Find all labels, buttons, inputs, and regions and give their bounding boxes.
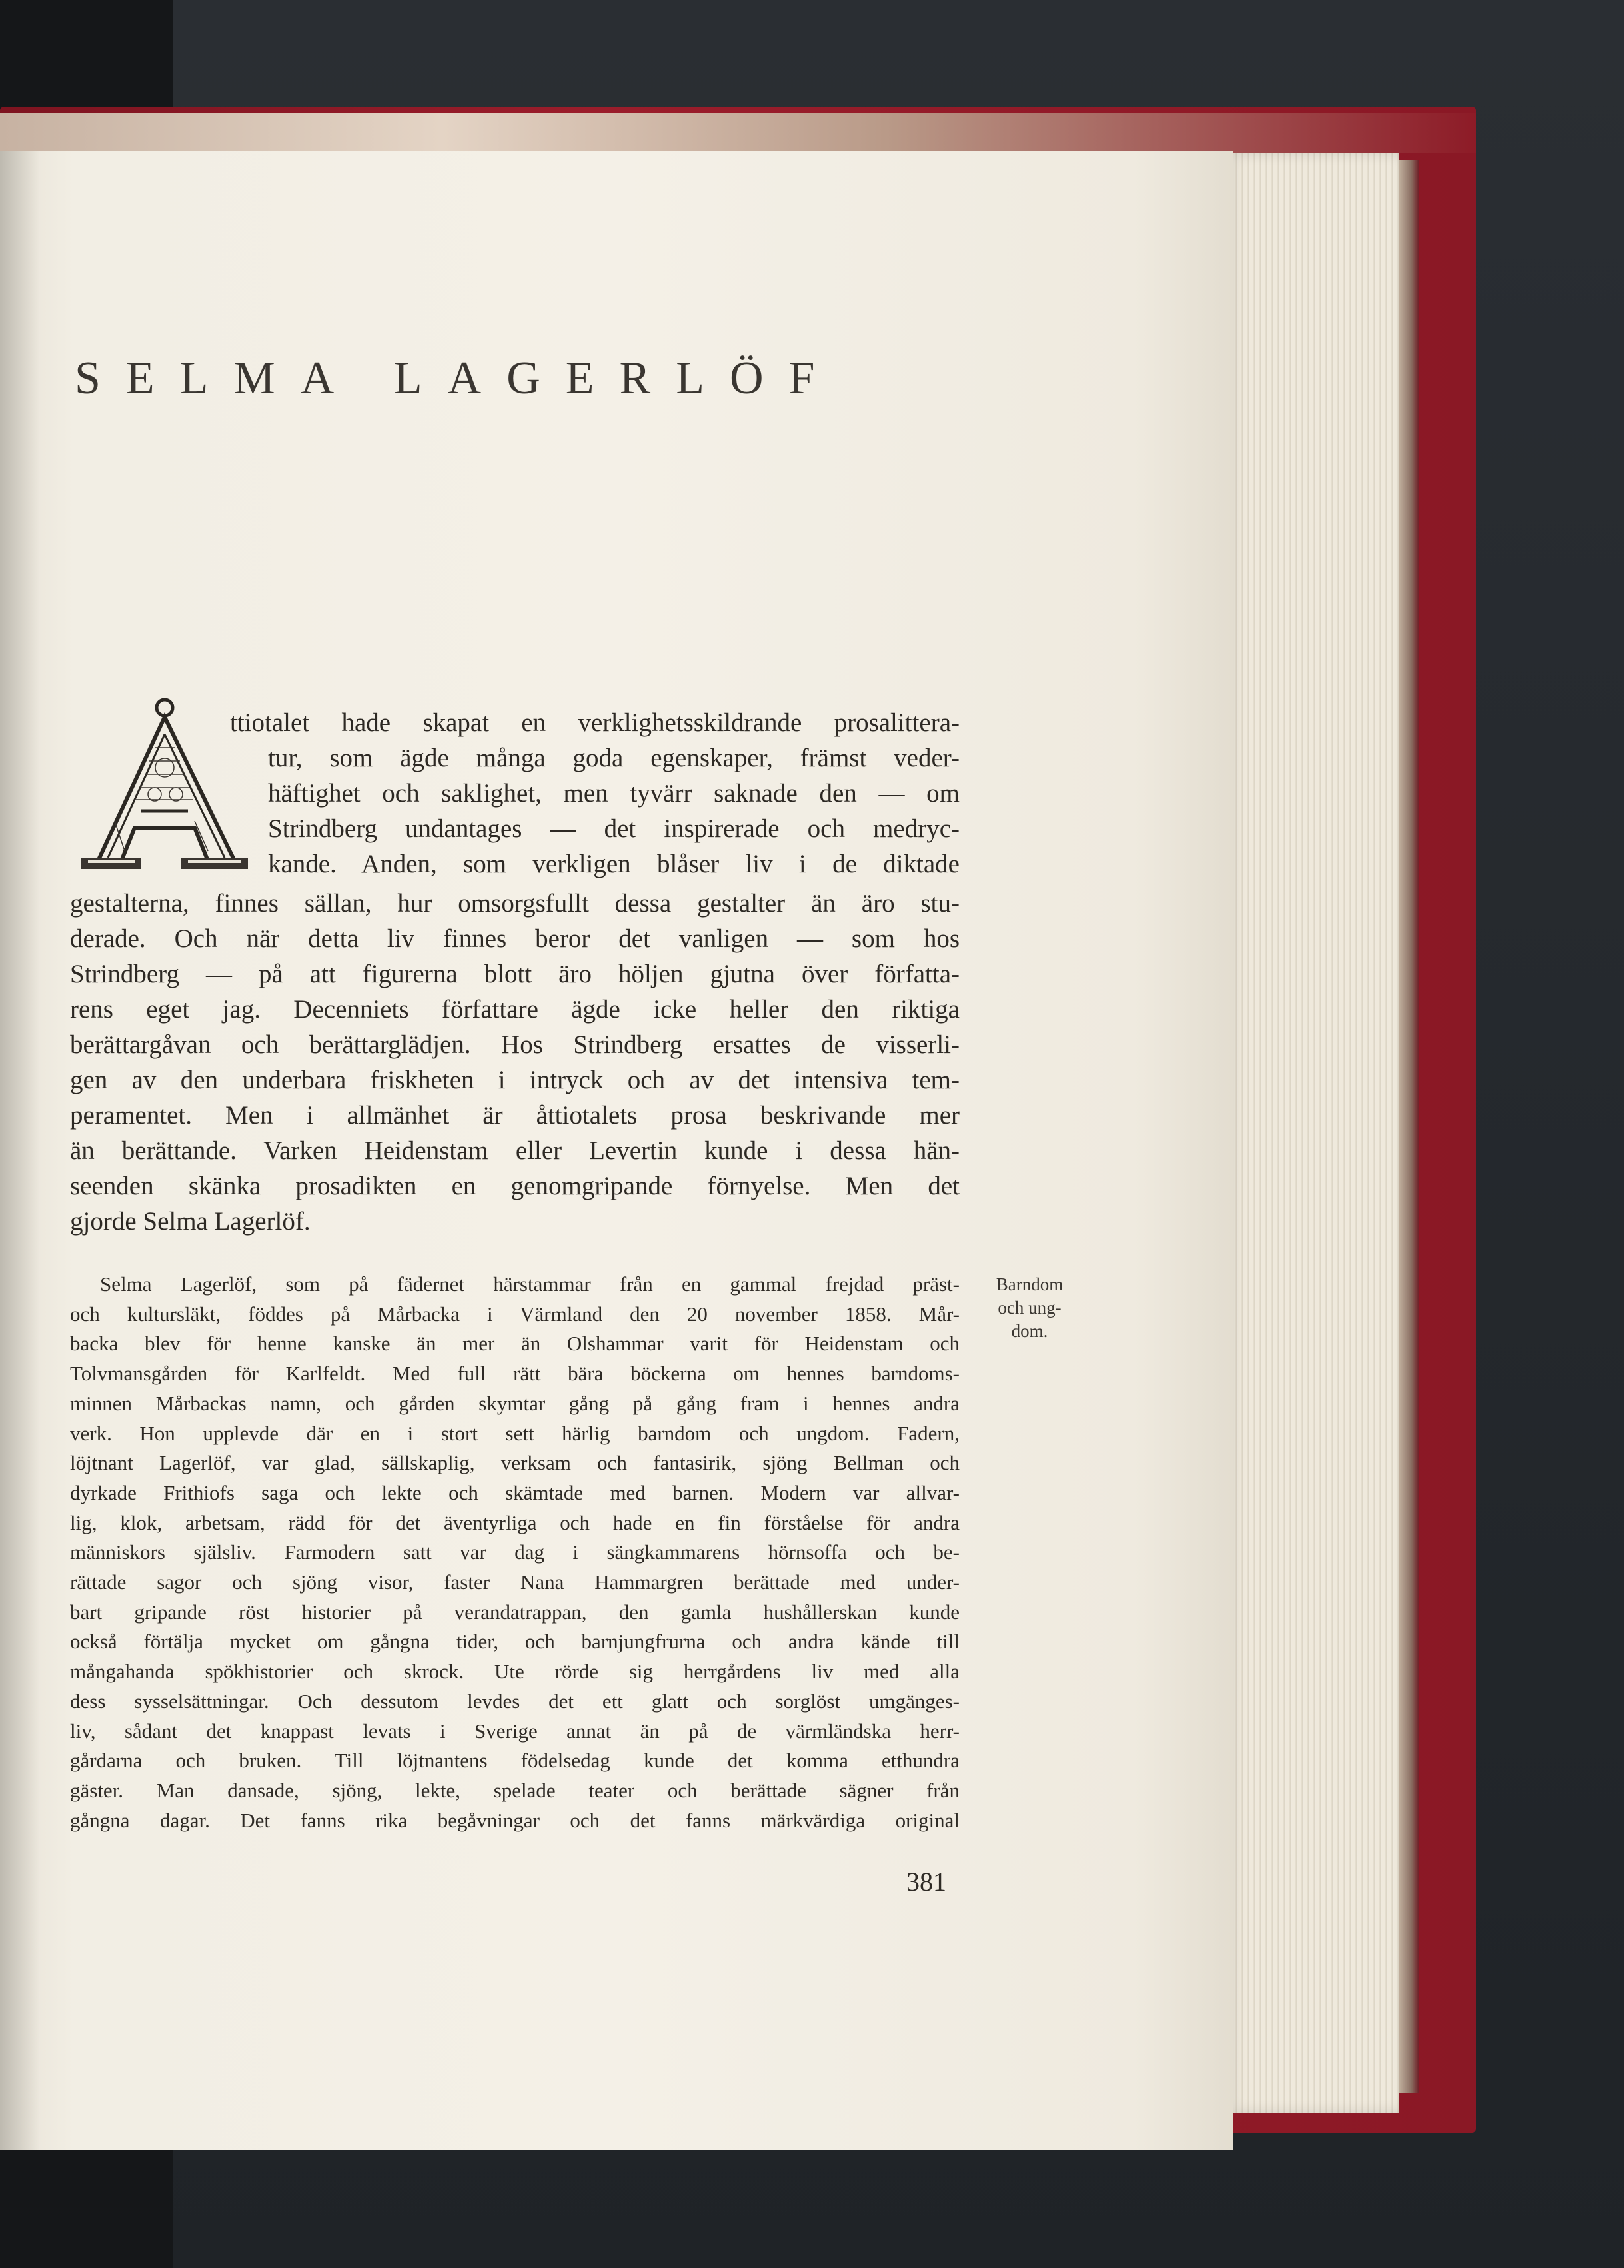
text-line: gångna dagar. Det fanns rika begåvningar och det fanns märkvärdiga original xyxy=(70,1808,960,1832)
text-line: också förtälja mycket om gångna tider, och barnjungfrurna och andra kände till xyxy=(70,1630,960,1654)
book-top-edge xyxy=(0,113,1476,153)
text-line: tur, som ägde många goda egenskaper, främst veder- xyxy=(268,744,960,772)
binding-fore-edge xyxy=(1399,160,1419,2093)
text-line: dyrkade Frithiofs saga och lekte och skämtade med barnen. Modern var allvar- xyxy=(70,1480,960,1504)
text-line: verk. Hon upplevde där en i stort sett härlig barndom och ungdom. Fadern, xyxy=(70,1421,960,1445)
text-line: gårdarna och bruken. Till löjtnantens födelsedag kunde det komma etthundra xyxy=(70,1749,960,1773)
text-line: peramentet. Men i allmänhet är åttiotalets prosa beskrivande mer xyxy=(70,1101,960,1130)
text-line: gjorde Selma Lagerlöf. xyxy=(70,1207,311,1236)
text-line: lig, klok, arbetsam, rädd för det äventyrliga och hade en fin förståelse för andra xyxy=(70,1510,960,1534)
text-line: löjtnant Lagerlöf, var glad, sällskaplig, verksam och fantasirik, sjöng Bellman och xyxy=(70,1451,960,1475)
text-line: dess sysselsättningar. Och dessutom levdes det ett glatt och sorglöst umgänges- xyxy=(70,1689,960,1713)
text-line: mångahanda spökhistorier och skrock. Ute rörde sig herrgårdens liv med alla xyxy=(70,1660,960,1684)
margin-note-line: och ung- xyxy=(998,1298,1062,1318)
text-line: ttiotalet hade skapat en verklighetsskildrande prosalittera- xyxy=(230,708,960,737)
text-line: berättargåvan och berättarglädjen. Hos Strindberg ersattes de visserli- xyxy=(70,1030,960,1059)
text-line: bart gripande röst historier på verandatrappan, den gamla hushållerskan kunde xyxy=(70,1600,960,1624)
text-line: Selma Lagerlöf, som på fädernet härstammar från en gammal frejdad präst- xyxy=(100,1272,960,1296)
text-line: seenden skänka prosadikten en genomgripande förnyelse. Men det xyxy=(70,1172,960,1200)
text-line: kande. Anden, som verkligen blåser liv i de diktade xyxy=(268,850,960,878)
text-line: Strindberg — på att figurerna blott äro höljen gjutna över författa- xyxy=(70,960,960,988)
text-line: rättade sagor och sjöng visor, faster Nana Hammargren berättade med under- xyxy=(70,1570,960,1594)
text-line: liv, sådant det knappast levats i Sverige annat än på de värmländska herr- xyxy=(70,1719,960,1743)
text-line: människors själsliv. Farmodern satt var dag i sängkammarens hörnsoffa och be- xyxy=(70,1540,960,1564)
chapter-title: SELMA LAGERLÖF xyxy=(75,353,840,404)
text-line: backa blev för henne kanske än mer än Olshammar varit för Heidenstam och xyxy=(70,1332,960,1356)
margin-note-line: dom. xyxy=(1011,1321,1048,1341)
text-line: rens eget jag. Decenniets författare ägde icke heller den riktiga xyxy=(70,995,960,1024)
text-line: minnen Mårbackas namn, och gården skymtar gång på gång fram i hennes andra xyxy=(70,1391,960,1415)
text-line: gen av den underbara friskheten i intryck och av det intensiva tem- xyxy=(70,1066,960,1094)
text-line: gestalterna, finnes sällan, hur omsorgsfullt dessa gestalter än äro stu- xyxy=(70,889,960,918)
page-number: 381 xyxy=(906,1867,946,1897)
text-line: derade. Och när detta liv finnes beror det vanligen — som hos xyxy=(70,924,960,953)
ornamental-dropcap xyxy=(75,694,255,878)
biography-paragraph xyxy=(70,1270,960,1835)
page-stack-edge xyxy=(1226,153,1399,2113)
margin-note-line: Barndom xyxy=(996,1274,1064,1294)
text-line: gäster. Man dansade, sjöng, lekte, spelade teater och berättade sägner från xyxy=(70,1778,960,1802)
text-line: än berättande. Varken Heidenstam eller Levertin kunde i dessa hän- xyxy=(70,1136,960,1165)
intro-paragraph xyxy=(230,705,960,882)
text-line: Tolvmansgården för Karlfeldt. Med full rätt bära böckerna om hennes barndoms- xyxy=(70,1362,960,1386)
text-line: Strindberg undantages — det inspirerade och medryc- xyxy=(268,814,960,843)
gutter-shadow xyxy=(0,151,40,2150)
text-line: häftighet och saklighet, men tyvärr saknade den — om xyxy=(268,779,960,808)
text-line: och kultursläkt, föddes på Mårbacka i Värmland den 20 november 1858. Mår- xyxy=(70,1302,960,1326)
margin-note xyxy=(980,1273,1080,1343)
body-paragraph xyxy=(70,886,960,1239)
